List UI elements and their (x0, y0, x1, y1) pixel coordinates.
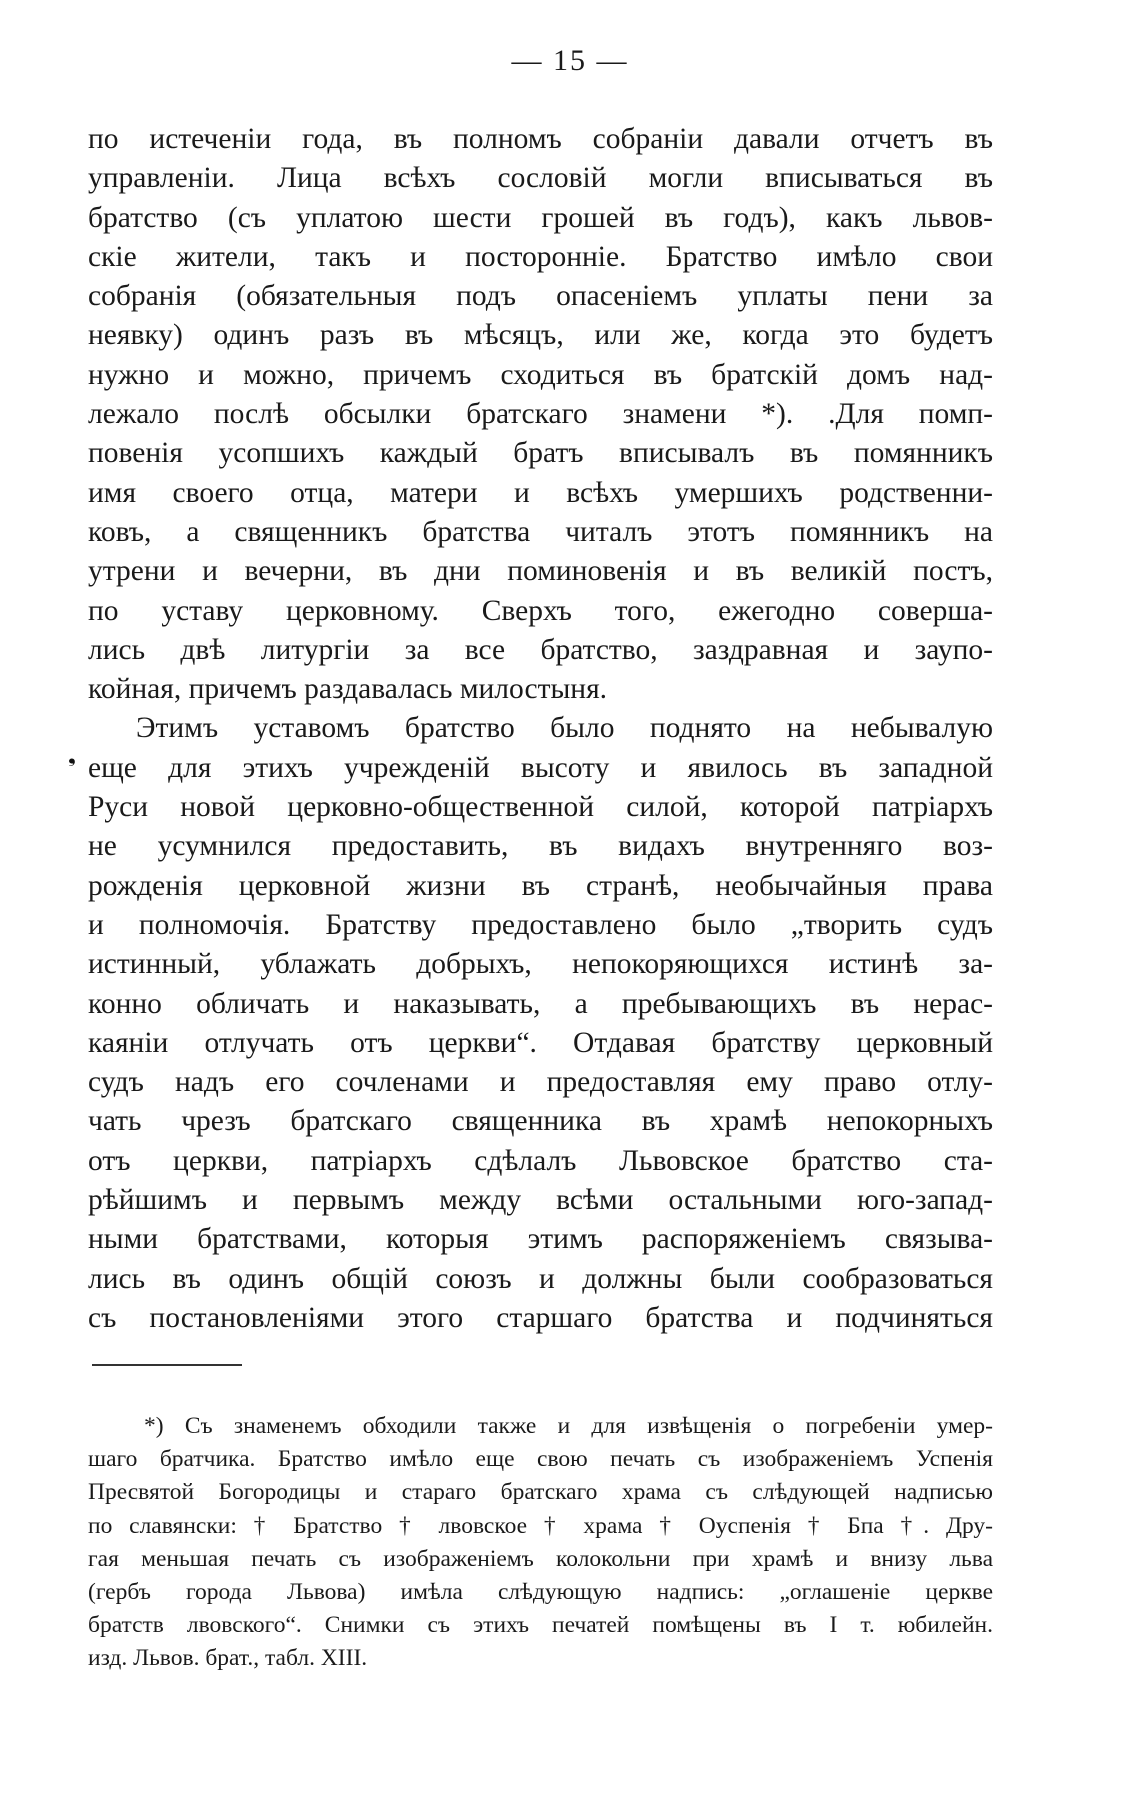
text-line: управленіи. Лица всѣхъ сословій могли вписываться въ (88, 162, 993, 195)
text-line: по уставу церковному. Сверхъ того, ежегодно соверша- (88, 594, 993, 627)
text-line: собранія (обязательныя подъ опасеніемъ уплаты пени за (88, 280, 993, 313)
footnote-line: по славянски: † Братство † лвовское † храма † Оуспенія † Бпа †. Дру- (88, 1512, 993, 1539)
text-line: неявку) одинъ разъ въ мѣсяцъ, или же, когда это будетъ (88, 319, 993, 352)
text-line: по истеченіи года, въ полномъ собраніи давали отчетъ въ (88, 123, 993, 155)
text-line: утрени и вечерни, въ дни поминовенія и въ великій постъ, (88, 555, 993, 588)
text-line: лежало послѣ обсылки братскаго знамени *). .Для помп- (88, 398, 993, 431)
text-line: имя своего отца, матери и всѣхъ умершихъ родственни- (88, 476, 993, 509)
text-line: съ постановленіями этого старшаго братства и подчиняться (88, 1301, 993, 1334)
footnote (88, 1410, 993, 1676)
text-line: лись двѣ литургіи за все братство, заздравная и заупо- (88, 633, 993, 666)
text-line: отъ церкви, патріархъ сдѣлалъ Львовское братство ста- (88, 1144, 993, 1177)
margin-mark: ❟ (68, 745, 76, 767)
paragraph-start-line: Этимъ уставомъ братство было поднято на небывалую (136, 712, 993, 745)
footnote-line: братств лвовского“. Снимки съ этихъ печатей помѣщены въ I т. юбилейн. (88, 1612, 993, 1639)
text-line: скіе жители, такъ и посторонніе. Братство имѣло свои (88, 240, 993, 273)
page-number: — 15 — (511, 44, 629, 77)
footnote-line: *) Съ знаменемъ обходили также и для извѣщенія о погребеніи умер- (144, 1413, 993, 1439)
text-line: братство (съ уплатою шести грошей въ годъ), какъ львов- (88, 201, 993, 234)
text-line: рѣйшимъ и первымъ между всѣми остальными юго-запад- (88, 1184, 993, 1217)
text-line: лись въ одинъ общій союзъ и должны были сообразоваться (88, 1262, 993, 1295)
text-line: рожденія церковной жизни въ странѣ, необычайныя права (88, 869, 993, 902)
text-line: чать чрезъ братскаго священника въ храмѣ непокорныхъ (88, 1105, 993, 1138)
text-line: судъ надъ его сочленами и предоставляя ему право отлу- (88, 1066, 993, 1099)
text-line: еще для этихъ учрежденій высоту и явилось въ западной (88, 751, 993, 784)
paragraph-end-line: койная, причемъ раздавалась милостыня. (88, 673, 608, 706)
footnote-line: гая меньшая печать съ изображеніемъ колокольни при храмѣ и внизу льва (88, 1545, 993, 1572)
text-line: не усумнился предоставить, въ видахъ внутренняго воз- (88, 830, 993, 863)
footnote-line: шаго братчика. Братство имѣло еще свою печать съ изображеніемъ Успенія (88, 1446, 993, 1473)
text-line: истинный, ублажать добрыхъ, непокоряющихся истинѣ за- (88, 948, 993, 981)
text-line: ковъ, а священникъ братства читалъ этотъ помянникъ на (88, 515, 993, 548)
text-line: каяніи отлучать отъ церкви“. Отдавая братству церковный (88, 1026, 993, 1059)
text-line: повенія усопшихъ каждый братъ вписывалъ въ помянникъ (88, 437, 993, 470)
footnote-line: (гербъ города Львова) имѣла слѣдующую надпись: „оглашеніе церкве (88, 1578, 993, 1605)
footnote-separator (92, 1364, 242, 1366)
footnote-line: изд. Львов. брат., табл. XIII. (88, 1645, 368, 1672)
text-line: Руси новой церковно-общественной силой, которой патріархъ (88, 791, 993, 824)
main-text (88, 120, 993, 1338)
footnote-line: Пресвятой Богородицы и стараго братскаго храма съ слѣдующей надписью (88, 1479, 993, 1506)
text-line: ными братствами, которыя этимъ распоряженіемъ связыва- (88, 1223, 993, 1256)
text-line: нужно и можно, причемъ сходиться въ братскій домъ над- (88, 358, 993, 391)
text-line: конно обличать и наказывать, а пребывающихъ въ нерас- (88, 987, 993, 1020)
text-line: и полномочія. Братству предоставлено было „творить судъ (88, 908, 993, 941)
